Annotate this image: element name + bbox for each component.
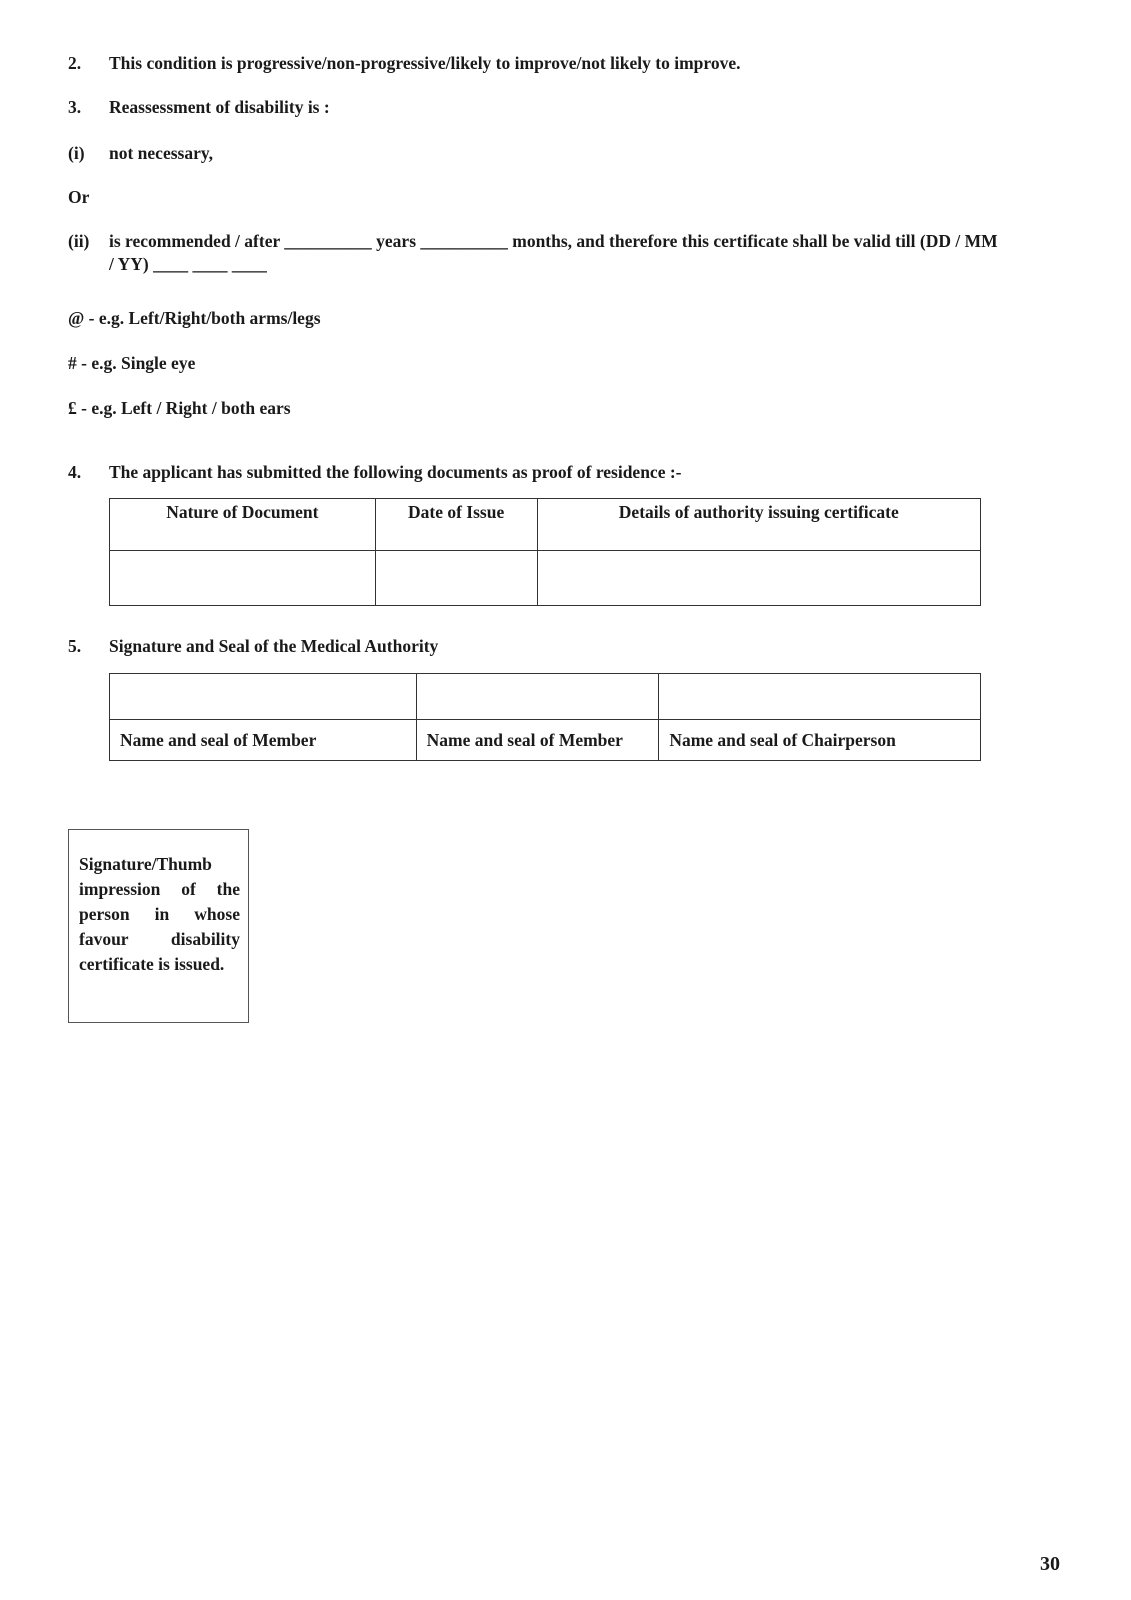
option-ii-line-2: / YY) ____ ____ ____ (109, 254, 267, 274)
header-nature-of-document (110, 499, 376, 551)
thumb-impression-text: Signature/Thumb impression of the person in whose favour disability certificate is issued. (79, 854, 240, 974)
item-2-text: This condition is progressive/non-progressive/likely to improve/not likely to improve. (109, 53, 741, 73)
member-2-label: Name and seal of Member (416, 720, 659, 761)
medical-authority-signature-table (109, 673, 981, 761)
option-ii-line-1: is recommended / after __________ years __________ months, and therefore this certificate shall be valid till (DD / MM (109, 231, 998, 251)
signature-row (110, 674, 981, 720)
option-i-text: not necessary, (109, 143, 214, 163)
item-5-text: Signature and Seal of the Medical Authority (109, 636, 439, 656)
header-date-of-issue (375, 499, 537, 551)
item-4-text: The applicant has submitted the following documents as proof of residence :- (109, 462, 682, 482)
member-2-signature-cell[interactable] (416, 674, 659, 720)
chairperson-label: Name and seal of Chairperson (659, 720, 981, 761)
thumb-impression-box[interactable] (68, 829, 249, 1023)
residence-documents-table (109, 498, 981, 606)
signature-label-row (110, 720, 981, 761)
item-4-number: 4. (68, 462, 82, 482)
item-3-text: Reassessment of disability is : (109, 97, 330, 117)
residence-table-header-row (110, 499, 981, 551)
note-single-eye: # - e.g. Single eye (68, 353, 196, 373)
cell-nature-of-document[interactable] (110, 551, 376, 606)
member-1-label: Name and seal of Member (110, 720, 417, 761)
item-2-number: 2. (68, 53, 82, 73)
or-label: Or (68, 187, 90, 207)
header-date-of-issue-label: Date of Issue (408, 502, 505, 522)
note-arms-legs: @ - e.g. Left/Right/both arms/legs (68, 308, 321, 328)
cell-issuing-authority[interactable] (537, 551, 980, 606)
member-1-signature-cell[interactable] (110, 674, 417, 720)
item-5-number: 5. (68, 636, 82, 656)
header-issuing-authority (537, 499, 980, 551)
note-ears: £ - e.g. Left / Right / both ears (68, 398, 291, 418)
chairperson-signature-cell[interactable] (659, 674, 981, 720)
cell-date-of-issue[interactable] (375, 551, 537, 606)
page-number: 30 (1040, 1553, 1060, 1575)
header-nature-of-document-label: Nature of Document (166, 502, 319, 522)
option-i-number: (i) (68, 143, 85, 163)
item-3-number: 3. (68, 97, 82, 117)
option-ii-number: (ii) (68, 231, 90, 251)
residence-table-row (110, 551, 981, 606)
header-issuing-authority-label: Details of authority issuing certificate (618, 502, 899, 522)
